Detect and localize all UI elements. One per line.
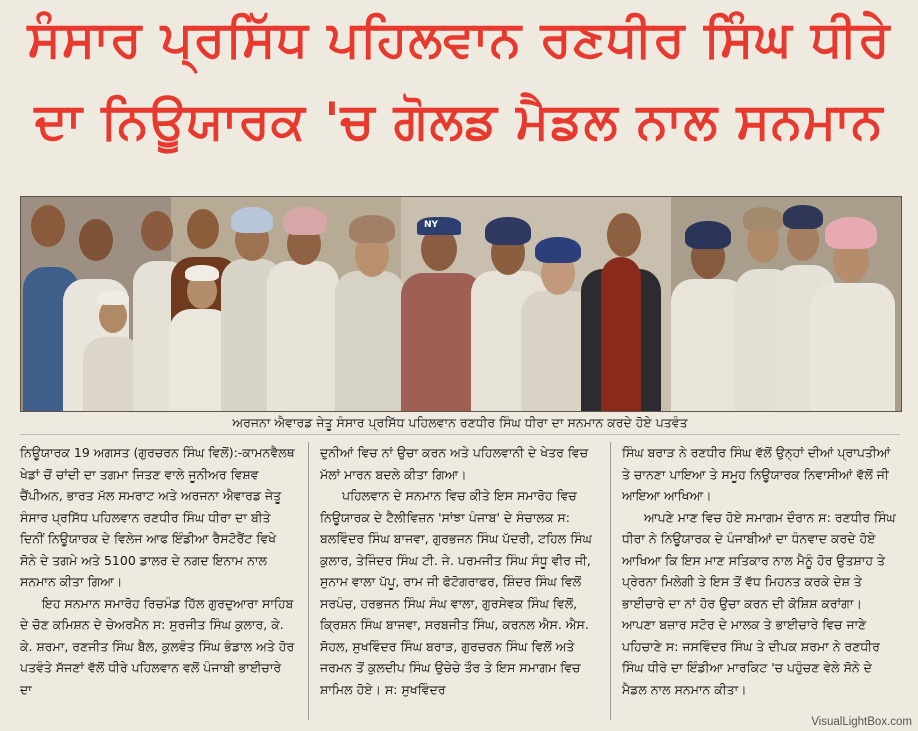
article-paragraph: ਸਿੰਘ ਬਰਾੜ ਨੇ ਰਣਧੀਰ ਸਿੰਘ ਵੱਲੋਂ ਉਨ੍ਹਾਂ ਦੀਆਂ ਪ੍ਰਾਪਤੀਆਂ ਤੇ ਚਾਨਣਾ ਪਾਇਆ ਤੇ ਸਮੂਹ ਨਿਊਯਾਰਕ ਨਿਵਾਸੀਆਂ ਵੱਲੋਂ ਜੀ ਆਇਆ ਆਖਿਆ। bbox=[622, 445, 891, 503]
column-divider bbox=[610, 442, 611, 720]
watermark: VisualLightBox.com bbox=[811, 716, 912, 728]
article-paragraph: ਇਹ ਸਨਮਾਨ ਸਮਾਰੋਹ ਰਿਚਮੰਡ ਹਿੱਲ ਗੁਰਦੁਆਰਾ ਸਾਹਿਬ ਦੇ ਚੋਣ ਕਮਿਸ਼ਨ ਦੇ ਚੇਅਰਮੈਨ ਸ: ਸੁਰਜੀਤ ਸਿੰਘ ਕੁਲਾਰ, ਕੇ. ਕੇ. ਸ਼ਰਮਾ, ਰਣਜੀਤ ਸਿੰਘ ਬੈਲ, ਕੁਲਵੰਤ ਸਿੰਘ ਭੰਡਾਲ ਅਤੇ ਹੋਰ ਪਤਵੰਤੇ ਸੱਜਣਾਂ ਵੱਲੋਂ ਧੀਰੇ ਪਹਿਲਵਾਨ ਵਲੋਂ ਪੰਜਾਬੀ ਭਾਈਚਾਰੇ ਦਾ bbox=[20, 595, 295, 697]
cap-logo: NY bbox=[424, 220, 439, 230]
article-paragraph: ਦੁਨੀਆਂ ਵਿਚ ਨਾਂ ਉਚਾ ਕਰਨ ਅਤੇ ਪਹਿਲਵਾਨੀ ਦੇ ਖੇਤਰ ਵਿਚ ਮੱਲਾਂ ਮਾਰਨ ਬਦਲੇ ਕੀਤਾ ਗਿਆ। bbox=[320, 445, 589, 482]
article-paragraph: ਆਪਣੇ ਮਾਣ ਵਿਚ ਹੋਏ ਸਮਾਗਮ ਦੌਰਾਨ ਸ: ਰਣਧੀਰ ਸਿੰਘ ਧੀਰਾ ਨੇ ਨਿਊਯਾਰਕ ਦੇ ਪੰਜਾਬੀਆਂ ਦਾ ਧੰਨਵਾਦ ਕਰਦੇ ਹੋਏ ਆਖਿਆ ਕਿ ਇਸ ਮਾਣ ਸਤਿਕਾਰ ਨਾਲ ਮੈਨੂੰ ਹੋਰ ਉਤਸ਼ਾਹ ਤੇ ਪ੍ਰੇਰਨਾ ਮਿਲੇਗੀ ਤੇ ਇਸ ਤੋਂ ਵੱਧ ਮਿਹਨਤ ਕਰਕੇ ਦੇਸ਼ ਤੇ ਭਾਈਚਾਰੇ ਦਾ ਨਾਂ ਹੋਰ ਉਚਾ ਕਰਨ ਦੀ ਕੋਸ਼ਿਸ਼ ਕਰਾਂਗਾ। ਆਪਣਾ ਬਜ਼ਾਰ ਸਟੋਰ ਦੇ ਮਾਲਕ ਤੇ ਭਾਈਚਾਰੇ ਵਿਚ ਜਾਣੇ ਪਹਿਚਾਣੇ ਸ: ਜਸਵਿੰਦਰ ਸਿੰਘ ਤੇ ਦੀਪਕ ਸ਼ਰਮਾ ਨੇ ਰਣਧੀਰ ਸਿੰਘ ਧੀਰੇ ਦਾ ਇੰਡੀਆ ਮਾਰਕਿਟ 'ਚ ਪਹੁੰਚਣ ਵੇਲੇ ਸੋਨੇ ਦੇ ਮੈਡਲ ਨਾਲ ਸਨਮਾਨ ਕੀਤਾ। bbox=[622, 509, 896, 697]
article-paragraph: ਨਿਊਯਾਰਕ 19 ਅਗਸਤ (ਗੁਰਚਰਨ ਸਿੰਘ ਵਿਲੋਂ):-ਕਾਮਨਵੈਲਥ ਖੇਡਾਂ ਚੋਂ ਚਾਂਦੀ ਦਾ ਤਗਮਾ ਜਿਤਣ ਵਾਲੇ ਜੂਨੀਅਰ ਵਿਸ਼ਵ ਚੈਂਪੀਅਨ, ਭਾਰਤ ਮੱਲ ਸਮਰਾਟ ਅਤੇ ਅਰਜਨਾ ਐਵਾਰਡ ਜੇਤੂ ਸੰਸਾਰ ਪ੍ਰਸਿੱਧ ਪਹਿਲਵਾਨ ਰਣਧੀਰ ਸਿੰਘ ਧੀਰਾ ਦਾ ਬੀਤੇ ਦਿਨੀਂ ਨਿਊਯਾਰਕ ਦੇ ਵਿਲੇਜ ਆਫ ਇੰਡੀਆ ਰੈਸਟੋਰੈਂਟ ਵਿਖੇ ਸੋਨੇ ਦੇ ਤਗਮੇ ਅਤੇ 5100 ਡਾਲਰ ਦੇ ਨਗਦ ਇਨਾਮ ਨਾਲ ਸਨਮਾਨ ਕੀਤਾ ਗਿਆ। bbox=[20, 445, 295, 589]
article-paragraph: ਪਹਿਲਵਾਨ ਦੇ ਸਨਮਾਨ ਵਿਚ ਕੀਤੇ ਇਸ ਸਮਾਰੋਹ ਵਿਚ ਨਿਊਯਾਰਕ ਦੇ ਟੈਲੀਵਿਜ਼ਨ 'ਸਾਂਝਾ ਪੰਜਾਬ' ਦੇ ਸੰਚਾਲਕ ਸ: ਬਲਵਿੰਦਰ ਸਿੰਘ ਬਾਜਵਾ, ਗੁਰਭਜਨ ਸਿੰਘ ਪੱਦਰੀ, ਟਹਿਲ ਸਿੰਘ ਕੁਲਾਰ, ਤੇਜਿੰਦਰ ਸਿੰਘ ਟੀ. ਜੇ. ਪਰਮਜੀਤ ਸਿੰਘ ਸੰਧੂ ਵੀਰ ਜੀ, ਸੁਨਾਮ ਵਾਲਾ ਪੱਪੂ, ਰਾਮ ਜੀ ਫੋਟੋਗਰਾਫਰ, ਸ਼ਿੰਦਰ ਸਿੰਘ ਵਿਲੋਂ ਸਰਪੰਚ, ਹਰਭਜਨ ਸਿੰਘ ਸੰਘ ਵਾਲਾ, ਗੁਰਸੇਵਕ ਸਿੰਘ ਵਿਲੋਂ, ਕ੍ਰਿਸ਼ਨ ਸਿੰਘ ਬਾਜਵਾ, ਸਰਬਜੀਤ ਸਿੰਘ, ਕਰਨਲ ਐਸ. ਐਸ. ਸੋਹਲ, ਸੁਖਵਿੰਦਰ ਸਿੰਘ ਬਰਾੜ, ਗੁਰਚਰਨ ਸਿੰਘ ਵਿਲੋਂ ਅਤੇ ਜਰਮਨ ਤੋਂ ਕੁਲਦੀਪ ਸਿੰਘ ਉਚੇਚੇ ਤੌਰ ਤੇ ਇਸ ਸਮਾਗਮ ਵਿਚ ਸ਼ਾਮਿਲ ਹੋਏ। ਸ: ਸੁਖਵਿੰਦਰ bbox=[320, 488, 592, 697]
article-column-2 bbox=[320, 442, 596, 700]
article-column-1 bbox=[20, 442, 296, 700]
headline-line-1: ਸੰਸਾਰ ਪ੍ਰਸਿੱਧ ਪਹਿਲਵਾਨ ਰਣਧੀਰ ਸਿੰਘ ਧੀਰੇ bbox=[27, 10, 891, 68]
group-photo bbox=[20, 196, 902, 412]
column-divider bbox=[308, 442, 309, 720]
headline-line-2: ਦਾ ਨਿਊਯਾਰਕ 'ਚ ਗੋਲਡ ਮੈਡਲ ਨਾਲ ਸਨਮਾਨ bbox=[34, 92, 884, 150]
article-column-3 bbox=[622, 442, 898, 700]
photo-caption: ਅਰਜਨਾ ਐਵਾਰਡ ਜੇਤੂ ਸੰਸਾਰ ਪ੍ਰਸਿੱਧ ਪਹਿਲਵਾਨ ਰਣਧੀਰ ਸਿੰਘ ਧੀਰਾ ਦਾ ਸਨਮਾਨ ਕਰਦੇ ਹੋਏ ਪਤਵੰਤ bbox=[20, 412, 900, 435]
